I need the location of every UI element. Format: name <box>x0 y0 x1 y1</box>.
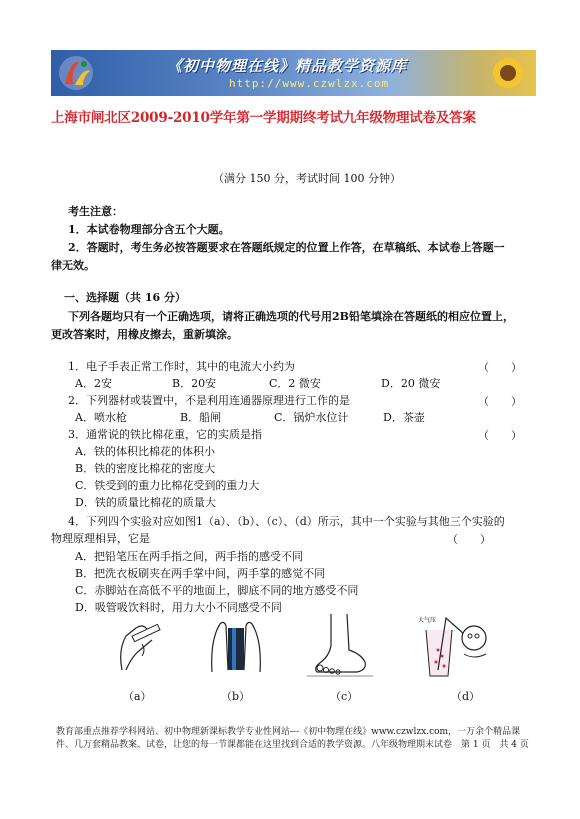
q4-option-c: C．赤脚站在高低不平的地面上，脚底不同的地方感受不同 <box>75 584 359 597</box>
q3-answer-paren: （ ） <box>478 429 522 442</box>
section-instruction-2: 更改答案时，用橡皮擦去，重新填涂。 <box>51 328 238 341</box>
notice-heading: 考生注意： <box>68 205 123 218</box>
q1-option-c: C．2 微安 <box>269 377 321 390</box>
figure-caption-d: （d） <box>451 690 481 703</box>
site-logo-icon <box>57 54 95 92</box>
banner-title: 《初中物理在线》精品教学资源库 <box>167 57 408 75</box>
figure-d-drinking-straw <box>416 610 496 684</box>
q4-stem: 4．下列四个实验对应如图1（a）、（b）、（c）、（d）所示，其中一个实验与其他三个实验的 <box>68 515 505 528</box>
q2-option-d: D．茶壶 <box>383 411 425 424</box>
q1-option-a: A．2安 <box>75 377 112 390</box>
section-heading: 一、选择题（共 16 分） <box>64 291 186 304</box>
q1-stem: 1．电子手表正常工作时，其中的电流大小约为 <box>68 360 295 373</box>
q1-option-b: B．20安 <box>172 377 217 390</box>
q3-stem: 3．通常说的铁比棉花重，它的实质是指 <box>68 428 262 441</box>
q2-option-c: C．锅炉水位计 <box>274 411 349 424</box>
q2-option-a: A．喷水枪 <box>75 411 127 424</box>
q3-option-d: D．铁的质量比棉花的质量大 <box>75 496 216 509</box>
figure-caption-c: （c） <box>330 690 359 703</box>
figure-c-bare-foot <box>307 610 373 680</box>
q1-option-d: D．20 微安 <box>381 377 441 390</box>
q3-option-b: B．铁的密度比棉花的密度大 <box>75 462 216 475</box>
notice-item-1: 1．本试卷物理部分含五个大题。 <box>68 223 230 236</box>
page-footer: 教育部重点推荐学科网站、初中物理新课标教学专业性网站---《初中物理在线》www.czwlzx.com，一万余个精品课件、几万套精品教案、试卷，让您的每一节课都能在这里找到合适的教学资源。八年级物理期末试卷 第 1 页 共 4 页 <box>56 727 529 750</box>
q4-option-d: D．吸管吸饮料时，用力大小不同感受不同 <box>75 601 282 614</box>
figure-caption-b: （b） <box>221 690 251 703</box>
q4-option-a: A．把铅笔压在两手指之间，两手指的感受不同 <box>75 550 303 563</box>
exam-info: （满分 150 分，考试时间 100 分钟） <box>213 172 401 185</box>
figure-d-label: 大气压 <box>418 617 437 624</box>
q3-option-c: C．铁受到的重力比棉花受到的重力大 <box>75 479 260 492</box>
notice-item-2: 2．答题时，考生务必按答题要求在答题纸规定的位置上作答，在草稿纸、本试卷上答题一 <box>68 241 505 254</box>
q2-answer-paren: （ ） <box>478 395 522 408</box>
q4-option-b: B．把洗衣板刷夹在两手掌中间，两手掌的感觉不同 <box>75 567 326 580</box>
banner-url: http://www.czwlzx.com <box>229 77 390 90</box>
q4-stem-cont: 物理原理相异，它是 <box>51 532 150 545</box>
document-title: 上海市闸北区2009-2010学年第一学期期终考试九年级物理试卷及答案 <box>51 110 476 126</box>
q2-option-b: B．船闸 <box>180 411 222 424</box>
q1-answer-paren: （ ） <box>478 361 522 374</box>
figure-a-pencil-fingers <box>112 610 172 680</box>
figure-b-brush-palms <box>206 610 266 680</box>
figure-caption-a: （a） <box>123 690 152 703</box>
q3-option-a: A．铁的体积比棉花的体积小 <box>75 445 215 458</box>
sunflower-icon <box>486 54 530 92</box>
q2-stem: 2．下列器材或装置中，不是利用连通器原理进行工作的是 <box>68 394 350 407</box>
section-instruction-1: 下列各题均只有一个正确选项，请将正确选项的代号用2B铅笔填涂在答题纸的相应位置上， <box>68 310 514 323</box>
q4-answer-paren: （ ） <box>447 533 491 546</box>
notice-item-2-cont: 律无效。 <box>51 259 95 272</box>
header-banner <box>51 50 536 96</box>
